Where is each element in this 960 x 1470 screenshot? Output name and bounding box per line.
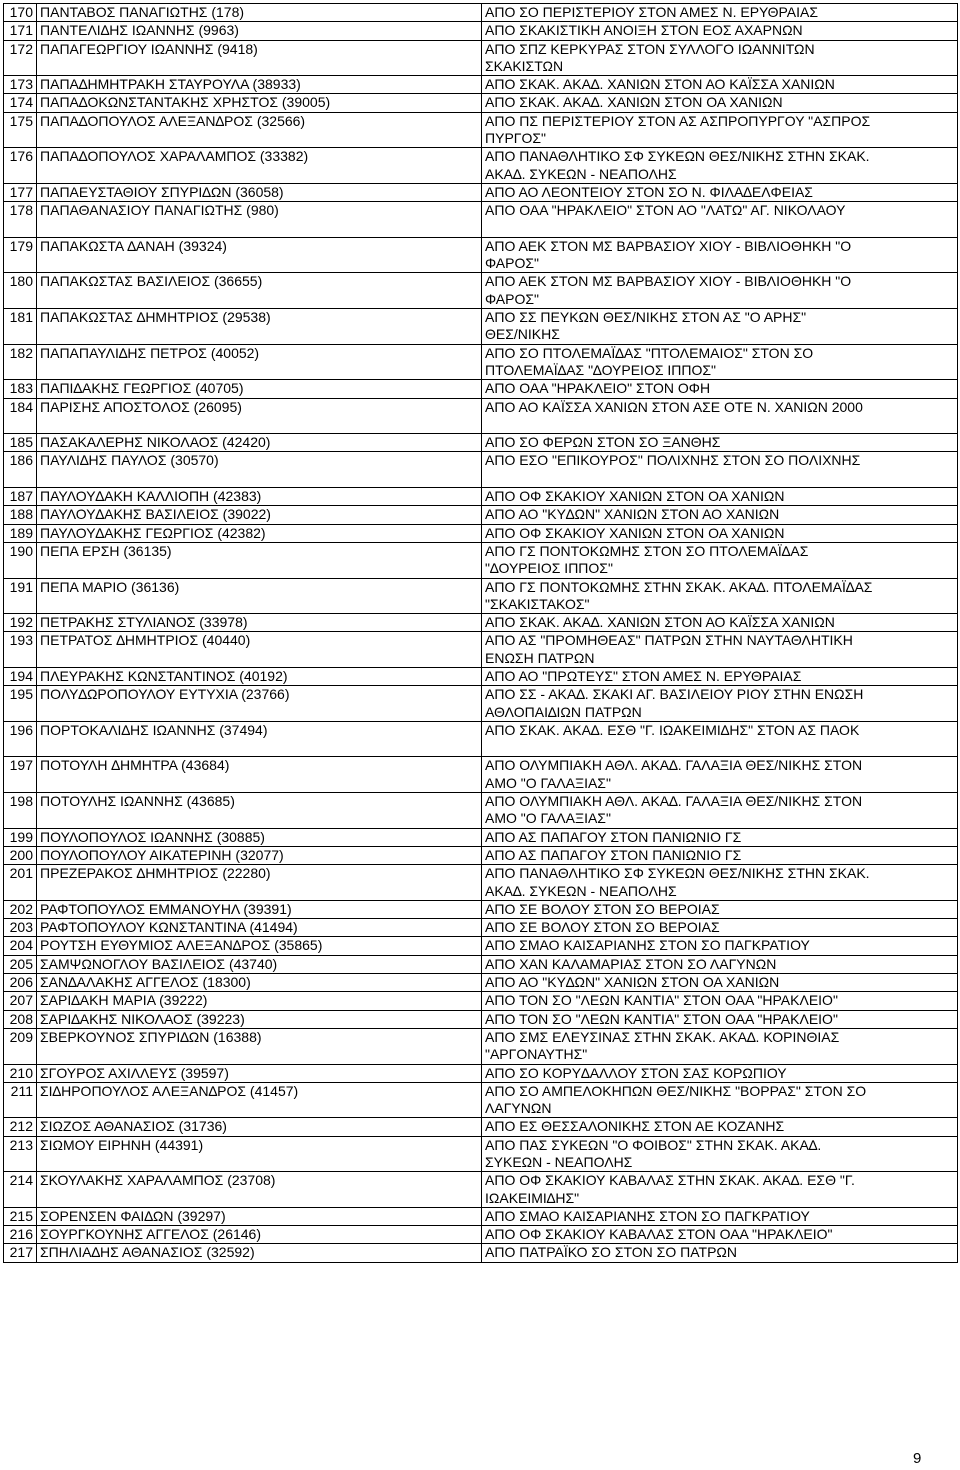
table-row: [4, 148, 958, 184]
transfer-description: ΑΠΟ ΠΑΣ ΣΥΚΕΩΝ "Ο ΦΟΙΒΟΣ" ΣΤΗΝ ΣΚΑΚ. ΑΚΑ∆. ΣΥΚΕΩΝ - ΝΕΑΠΟΛΗΣ: [482, 1136, 958, 1172]
table-row: [4, 452, 958, 488]
table-row: [4, 112, 958, 148]
transfer-description: ΑΠΟ ΑΟ "ΠΡΩΤΕΥΣ" ΣΤΟΝ ΑΜΕΣ Ν. ΕΡΥΘΡΑΙΑΣ: [482, 667, 958, 685]
player-name: ΡΟΥΤΣΗ ΕΥΘΥΜΙΟΣ ΑΛΕΞΑΝ∆ΡΟΣ (35865): [37, 937, 482, 955]
table-row: [4, 273, 958, 309]
page-number: 9: [913, 1450, 922, 1467]
player-name: ΣΙΩΜΟΥ ΕΙΡΗΝΗ (44391): [37, 1136, 482, 1172]
table-row: [4, 1118, 958, 1136]
row-number: 197: [4, 757, 37, 793]
transfers-table: [3, 3, 958, 1263]
transfer-description: ΑΠΟ ΤΟΝ ΣΟ "ΛΕΩΝ ΚΑΝΤΙΑ" ΣΤΟΝ ΟΑΑ "ΗΡΑΚΛΕΙΟ": [482, 992, 958, 1010]
row-number: 173: [4, 76, 37, 94]
player-name: ΠΟΤΟΥΛΗ ∆ΗΜΗΤΡΑ (43684): [37, 757, 482, 793]
table-row: [4, 506, 958, 524]
transfer-description: ΑΠΟ ΓΣ ΠΟΝΤΟΚΩΜΗΣ ΣΤΟΝ ΣΟ ΠΤΟΛΕΜΑΪ∆ΑΣ "∆ΟΥΡΕΙΟΣ ΙΠΠΟΣ": [482, 542, 958, 578]
table-row: [4, 1226, 958, 1244]
transfer-description: ΑΠΟ ΣΚΑΚ. ΑΚΑ∆. ΕΣΘ "Γ. ΙΩΑΚΕΙΜΙ∆ΗΣ" ΣΤΟΝ ΑΣ ΠΑΟΚ: [482, 721, 958, 757]
table-row: [4, 94, 958, 112]
transfer-description: ΑΠΟ ΟΦ ΣΚΑΚΙΟΥ ΚΑΒΑΛΑΣ ΣΤΟΝ ΟΑΑ "ΗΡΑΚΛΕΙΟ": [482, 1226, 958, 1244]
row-number: 202: [4, 900, 37, 918]
table-row: [4, 1082, 958, 1118]
table-row: [4, 183, 958, 201]
table-row: [4, 974, 958, 992]
transfer-description: ΑΠΟ ΣΚΑΚ. ΑΚΑ∆. ΧΑΝΙΩΝ ΣΤΟΝ ΑΟ ΚΑΪΣΣΑ ΧΑΝΙΩΝ: [482, 76, 958, 94]
transfer-description: ΑΠΟ ΕΣ ΘΕΣΣΑΛΟΝΙΚΗΣ ΣΤΟΝ ΑΕ ΚΟΖΑΝΗΣ: [482, 1118, 958, 1136]
player-name: ΠΟΛΥ∆ΩΡΟΠΟΥΛΟΥ ΕΥΤΥΧΙΑ (23766): [37, 686, 482, 722]
table-row: [4, 40, 958, 76]
row-number: 174: [4, 94, 37, 112]
row-number: 198: [4, 793, 37, 829]
player-name: ΠΕΠΑ ΕΡΣΗ (36135): [37, 542, 482, 578]
transfer-description: ΑΠΟ ΣΚΑΚ. ΑΚΑ∆. ΧΑΝΙΩΝ ΣΤΟΝ ΟΑ ΧΑΝΙΩΝ: [482, 94, 958, 112]
row-number: 180: [4, 273, 37, 309]
row-number: 216: [4, 1226, 37, 1244]
row-number: 203: [4, 919, 37, 937]
transfer-description: ΑΠΟ ΟΑΑ "ΗΡΑΚΛΕΙΟ" ΣΤΟΝ ΟΦΗ: [482, 380, 958, 398]
row-number: 190: [4, 542, 37, 578]
transfer-description: ΑΠΟ ΑΟ "ΚΥ∆ΩΝ" ΧΑΝΙΩΝ ΣΤΟΝ ΑΟ ΧΑΝΙΩΝ: [482, 506, 958, 524]
player-name: ΠΛΕΥΡΑΚΗΣ ΚΩΝΣΤΑΝΤΙΝΟΣ (40192): [37, 667, 482, 685]
table-row: [4, 524, 958, 542]
table-row: [4, 76, 958, 94]
table-row: [4, 1207, 958, 1225]
table-row: [4, 22, 958, 40]
table-row: [4, 865, 958, 901]
table-row: [4, 237, 958, 273]
row-number: 175: [4, 112, 37, 148]
table-row: [4, 4, 958, 22]
table-row: [4, 686, 958, 722]
transfer-description: ΑΠΟ ΟΦ ΣΚΑΚΙΟΥ ΚΑΒΑΛΑΣ ΣΤΗΝ ΣΚΑΚ. ΑΚΑ∆. ΕΣΘ "Γ. ΙΩΑΚΕΙΜΙ∆ΗΣ": [482, 1172, 958, 1208]
player-name: ΠΑΠΑ∆ΟΠΟΥΛΟΣ ΧΑΡΑΛΑΜΠΟΣ (33382): [37, 148, 482, 184]
transfer-description: ΑΠΟ ΑΟ ΚΑΪΣΣΑ ΧΑΝΙΩΝ ΣΤΟΝ ΑΣΕ ΟΤΕ Ν. ΧΑΝΙΩΝ 2000: [482, 398, 958, 434]
row-number: 185: [4, 434, 37, 452]
row-number: 186: [4, 452, 37, 488]
player-name: ΣΒΕΡΚΟΥΝΟΣ ΣΠΥΡΙ∆ΩΝ (16388): [37, 1028, 482, 1064]
transfer-description: ΑΠΟ ΣΠΖ ΚΕΡΚΥΡΑΣ ΣΤΟΝ ΣΥΛΛΟΓΟ ΙΩΑΝΝΙΤΩΝ ΣΚΑΚΙΣΤΩΝ: [482, 40, 958, 76]
table-row: [4, 937, 958, 955]
player-name: ΠΑΣΑΚΑΛΕΡΗΣ ΝΙΚΟΛΑΟΣ (42420): [37, 434, 482, 452]
transfer-description: ΑΠΟ ΑΣ ΠΑΠΑΓΟΥ ΣΤΟΝ ΠΑΝΙΩΝΙΟ ΓΣ: [482, 828, 958, 846]
row-number: 196: [4, 721, 37, 757]
table-row: [4, 793, 958, 829]
player-name: ΣΙΩΖΟΣ ΑΘΑΝΑΣΙΟΣ (31736): [37, 1118, 482, 1136]
player-name: ΠΑΥΛΟΥ∆ΑΚΗΣ ΒΑΣΙΛΕΙΟΣ (39022): [37, 506, 482, 524]
player-name: ΣΟΡΕΝΣΕΝ ΦΑΙ∆ΩΝ (39297): [37, 1207, 482, 1225]
table-row: [4, 202, 958, 238]
row-number: 179: [4, 237, 37, 273]
row-number: 213: [4, 1136, 37, 1172]
player-name: ΣΑΜΨΩΝΟΓΛΟΥ ΒΑΣΙΛΕΙΟΣ (43740): [37, 955, 482, 973]
row-number: 193: [4, 632, 37, 668]
table-row: [4, 398, 958, 434]
transfer-description: ΑΠΟ ΟΛΥΜΠΙΑΚΗ ΑΘΛ. ΑΚΑ∆. ΓΑΛΑΞΙΑ ΘΕΣ/ΝΙΚΗΣ ΣΤΟΝ ΑΜΟ "Ο ΓΑΛΑΞΙΑΣ": [482, 757, 958, 793]
row-number: 182: [4, 344, 37, 380]
player-name: ΣΑΡΙ∆ΑΚΗΣ ΝΙΚΟΛΑΟΣ (39223): [37, 1010, 482, 1028]
row-number: 215: [4, 1207, 37, 1225]
table-row: [4, 846, 958, 864]
player-name: ΠΑΠΑΚΩΣΤΑ ∆ΑΝΑΗ (39324): [37, 237, 482, 273]
row-number: 209: [4, 1028, 37, 1064]
player-name: ΣΑΡΙ∆ΑΚΗ ΜΑΡΙΑ (39222): [37, 992, 482, 1010]
transfer-description: ΑΠΟ ΣΟ ΠΕΡΙΣΤΕΡΙΟΥ ΣΤΟΝ ΑΜΕΣ Ν. ΕΡΥΘΡΑΙΑΣ: [482, 4, 958, 22]
table-row: [4, 542, 958, 578]
row-number: 206: [4, 974, 37, 992]
row-number: 211: [4, 1082, 37, 1118]
player-name: ΠΑΠΑΘΑΝΑΣΙΟΥ ΠΑΝΑΓΙΩΤΗΣ (980): [37, 202, 482, 238]
transfer-description: ΑΠΟ ΑΣ "ΠΡΟΜΗΘΕΑΣ" ΠΑΤΡΩΝ ΣΤΗΝ ΝΑΥΤΑΘΛΗΤΙΚΗ ΕΝΩΣΗ ΠΑΤΡΩΝ: [482, 632, 958, 668]
transfer-description: ΑΠΟ ΑΣ ΠΑΠΑΓΟΥ ΣΤΟΝ ΠΑΝΙΩΝΙΟ ΓΣ: [482, 846, 958, 864]
table-row: [4, 380, 958, 398]
player-name: ΠΑΠΑΠΑΥΛΙ∆ΗΣ ΠΕΤΡΟΣ (40052): [37, 344, 482, 380]
player-name: ΠΑΥΛΙ∆ΗΣ ΠΑΥΛΟΣ (30570): [37, 452, 482, 488]
row-number: 187: [4, 488, 37, 506]
row-number: 207: [4, 992, 37, 1010]
table-row: [4, 488, 958, 506]
row-number: 189: [4, 524, 37, 542]
transfer-description: ΑΠΟ ΣΟ ΠΤΟΛΕΜΑΪ∆ΑΣ "ΠΤΟΛΕΜΑΙΟΣ" ΣΤΟΝ ΣΟ ΠΤΟΛΕΜΑΪ∆ΑΣ "∆ΟΥΡΕΙΟΣ ΙΠΠΟΣ": [482, 344, 958, 380]
transfer-description: ΑΠΟ ΠΑΝΑΘΛΗΤΙΚΟ ΣΦ ΣΥΚΕΩΝ ΘΕΣ/ΝΙΚΗΣ ΣΤΗΝ ΣΚΑΚ. ΑΚΑ∆. ΣΥΚΕΩΝ - ΝΕΑΠΟΛΗΣ: [482, 865, 958, 901]
row-number: 188: [4, 506, 37, 524]
player-name: ΠΑΠΑ∆ΗΜΗΤΡΑΚΗ ΣΤΑΥΡΟΥΛΑ (38933): [37, 76, 482, 94]
transfer-description: ΑΠΟ ΣΜΑΟ ΚΑΙΣΑΡΙΑΝΗΣ ΣΤΟΝ ΣΟ ΠΑΓΚΡΑΤΙΟΥ: [482, 1207, 958, 1225]
transfer-description: ΑΠΟ ΣΚΑΚ. ΑΚΑ∆. ΧΑΝΙΩΝ ΣΤΟΝ ΑΟ ΚΑΪΣΣΑ ΧΑΝΙΩΝ: [482, 614, 958, 632]
row-number: 210: [4, 1064, 37, 1082]
transfer-description: ΑΠΟ ΣΟ ΑΜΠΕΛΟΚΗΠΩΝ ΘΕΣ/ΝΙΚΗΣ "ΒΟΡΡΑΣ" ΣΤΟΝ ΣΟ ΛΑΓΥΝΩΝ: [482, 1082, 958, 1118]
transfer-description: ΑΠΟ ΠΑΤΡΑΪΚΟ ΣΟ ΣΤΟΝ ΣΟ ΠΑΤΡΩΝ: [482, 1244, 958, 1262]
transfer-description: ΑΠΟ ΠΑΝΑΘΛΗΤΙΚΟ ΣΦ ΣΥΚΕΩΝ ΘΕΣ/ΝΙΚΗΣ ΣΤΗΝ ΣΚΑΚ. ΑΚΑ∆. ΣΥΚΕΩΝ - ΝΕΑΠΟΛΗΣ: [482, 148, 958, 184]
transfer-description: ΑΠΟ ΣΣ ΠΕΥΚΩΝ ΘΕΣ/ΝΙΚΗΣ ΣΤΟΝ ΑΣ "Ο ΑΡΗΣ" ΘΕΣ/ΝΙΚΗΣ: [482, 309, 958, 345]
player-name: ΠΟΥΛΟΠΟΥΛΟΣ ΙΩΑΝΝΗΣ (30885): [37, 828, 482, 846]
table-row: [4, 1244, 958, 1262]
transfer-description: ΑΠΟ ΣΟ ΦΕΡΩΝ ΣΤΟΝ ΣΟ ΞΑΝΘΗΣ: [482, 434, 958, 452]
transfer-description: ΑΠΟ ΣΕ ΒΟΛΟΥ ΣΤΟΝ ΣΟ ΒΕΡΟΙΑΣ: [482, 919, 958, 937]
player-name: ΣΟΥΡΓΚΟΥΝΗΣ ΑΓΓΕΛΟΣ (26146): [37, 1226, 482, 1244]
table-row: [4, 721, 958, 757]
player-name: ΠΑΝΤΕΛΙ∆ΗΣ ΙΩΑΝΝΗΣ (9963): [37, 22, 482, 40]
transfer-description: ΑΠΟ ΟΦ ΣΚΑΚΙΟΥ ΧΑΝΙΩΝ ΣΤΟΝ ΟΑ ΧΑΝΙΩΝ: [482, 524, 958, 542]
player-name: ΠΕΤΡΑΤΟΣ ∆ΗΜΗΤΡΙΟΣ (40440): [37, 632, 482, 668]
player-name: ΠΟΤΟΥΛΗΣ ΙΩΑΝΝΗΣ (43685): [37, 793, 482, 829]
transfer-description: ΑΠΟ ΣΚΑΚΙΣΤΙΚΗ ΑΝΟΙΞΗ ΣΤΟΝ ΕΟΣ ΑΧΑΡΝΩΝ: [482, 22, 958, 40]
player-name: ΣΠΗΛΙΑ∆ΗΣ ΑΘΑΝΑΣΙΟΣ (32592): [37, 1244, 482, 1262]
table-row: [4, 1028, 958, 1064]
row-number: 205: [4, 955, 37, 973]
transfer-description: ΑΠΟ ΟΑΑ "ΗΡΑΚΛΕΙΟ" ΣΤΟΝ ΑΟ "ΛΑΤΩ" ΑΓ. ΝΙΚΟΛΑΟΥ: [482, 202, 958, 238]
table-row: [4, 578, 958, 614]
table-row: [4, 1010, 958, 1028]
player-name: ΠΕΠΑ ΜΑΡΙΟ (36136): [37, 578, 482, 614]
row-number: 170: [4, 4, 37, 22]
table-row: [4, 1064, 958, 1082]
table-row: [4, 614, 958, 632]
transfer-description: ΑΠΟ ΣΜΣ ΕΛΕΥΣΙΝΑΣ ΣΤΗΝ ΣΚΑΚ. ΑΚΑ∆. ΚΟΡΙΝΘΙΑΣ "ΑΡΓΟΝΑΥΤΗΣ": [482, 1028, 958, 1064]
table-row: [4, 632, 958, 668]
table-row: [4, 434, 958, 452]
player-name: ΠΟΥΛΟΠΟΥΛΟΥ ΑΙΚΑΤΕΡΙΝΗ (32077): [37, 846, 482, 864]
row-number: 214: [4, 1172, 37, 1208]
transfer-description: ΑΠΟ ΑΕΚ ΣΤΟΝ ΜΣ ΒΑΡΒΑΣΙΟΥ ΧΙΟΥ - ΒΙΒΛΙΟΘΗΚΗ "Ο ΦΑΡΟΣ": [482, 237, 958, 273]
row-number: 217: [4, 1244, 37, 1262]
row-number: 208: [4, 1010, 37, 1028]
transfers-table-body: [4, 4, 958, 1263]
row-number: 178: [4, 202, 37, 238]
player-name: ΠΑΠΙ∆ΑΚΗΣ ΓΕΩΡΓΙΟΣ (40705): [37, 380, 482, 398]
player-name: ΠΟΡΤΟΚΑΛΙ∆ΗΣ ΙΩΑΝΝΗΣ (37494): [37, 721, 482, 757]
player-name: ΣΑΝ∆ΑΛΑΚΗΣ ΑΓΓΕΛΟΣ (18300): [37, 974, 482, 992]
row-number: 195: [4, 686, 37, 722]
table-row: [4, 919, 958, 937]
player-name: ΠΑΥΛΟΥ∆ΑΚΗ ΚΑΛΛΙΟΠΗ (42383): [37, 488, 482, 506]
row-number: 172: [4, 40, 37, 76]
player-name: ΠΑΠΑΕΥΣΤΑΘΙΟΥ ΣΠΥΡΙ∆ΩΝ (36058): [37, 183, 482, 201]
table-row: [4, 900, 958, 918]
transfer-description: ΑΠΟ ΣΣ - ΑΚΑ∆. ΣΚΑΚΙ ΑΓ. ΒΑΣΙΛΕΙΟΥ ΡΙΟΥ ΣΤΗΝ ΕΝΩΣΗ ΑΘΛΟΠΑΙ∆ΙΩΝ ΠΑΤΡΩΝ: [482, 686, 958, 722]
transfer-description: ΑΠΟ ΓΣ ΠΟΝΤΟΚΩΜΗΣ ΣΤΗΝ ΣΚΑΚ. ΑΚΑ∆. ΠΤΟΛΕΜΑΪ∆ΑΣ "ΣΚΑΚΙΣΤΑΚΟΣ": [482, 578, 958, 614]
row-number: 201: [4, 865, 37, 901]
table-row: [4, 667, 958, 685]
transfer-description: ΑΠΟ ΣΟ ΚΟΡΥ∆ΑΛΛΟΥ ΣΤΟΝ ΣΑΣ ΚΟΡΩΠΙΟΥ: [482, 1064, 958, 1082]
row-number: 191: [4, 578, 37, 614]
row-number: 204: [4, 937, 37, 955]
row-number: 181: [4, 309, 37, 345]
transfer-description: ΑΠΟ ΣΕ ΒΟΛΟΥ ΣΤΟΝ ΣΟ ΒΕΡΟΙΑΣ: [482, 900, 958, 918]
row-number: 176: [4, 148, 37, 184]
player-name: ΠΡΕΖΕΡΑΚΟΣ ∆ΗΜΗΤΡΙΟΣ (22280): [37, 865, 482, 901]
transfer-description: ΑΠΟ ΑΟ ΛΕΟΝΤΕΙΟΥ ΣΤΟΝ ΣΟ Ν. ΦΙΛΑ∆ΕΛΦΕΙΑΣ: [482, 183, 958, 201]
player-name: ΣΙ∆ΗΡΟΠΟΥΛΟΣ ΑΛΕΞΑΝ∆ΡΟΣ (41457): [37, 1082, 482, 1118]
player-name: ΠΑΡΙΣΗΣ ΑΠΟΣΤΟΛΟΣ (26095): [37, 398, 482, 434]
row-number: 183: [4, 380, 37, 398]
player-name: ΠΕΤΡΑΚΗΣ ΣΤΥΛΙΑΝΟΣ (33978): [37, 614, 482, 632]
table-row: [4, 309, 958, 345]
table-row: [4, 1172, 958, 1208]
player-name: ΠΑΝΤΑΒΟΣ ΠΑΝΑΓΙΩΤΗΣ (178): [37, 4, 482, 22]
player-name: ΠΑΠΑΓΕΩΡΓΙΟΥ ΙΩΑΝΝΗΣ (9418): [37, 40, 482, 76]
player-name: ΣΓΟΥΡΟΣ ΑΧΙΛΛΕΥΣ (39597): [37, 1064, 482, 1082]
transfer-description: ΑΠΟ ΕΣΟ "ΕΠΙΚΟΥΡΟΣ" ΠΟΛΙΧΝΗΣ ΣΤΟΝ ΣΟ ΠΟΛΙΧΝΗΣ: [482, 452, 958, 488]
transfer-description: ΑΠΟ ΣΜΑΟ ΚΑΙΣΑΡΙΑΝΗΣ ΣΤΟΝ ΣΟ ΠΑΓΚΡΑΤΙΟΥ: [482, 937, 958, 955]
table-row: [4, 1136, 958, 1172]
row-number: 200: [4, 846, 37, 864]
table-row: [4, 344, 958, 380]
table-row: [4, 955, 958, 973]
transfer-description: ΑΠΟ ΟΦ ΣΚΑΚΙΟΥ ΧΑΝΙΩΝ ΣΤΟΝ ΟΑ ΧΑΝΙΩΝ: [482, 488, 958, 506]
transfer-description: ΑΠΟ ΤΟΝ ΣΟ "ΛΕΩΝ ΚΑΝΤΙΑ" ΣΤΟΝ ΟΑΑ "ΗΡΑΚΛΕΙΟ": [482, 1010, 958, 1028]
player-name: ΠΑΠΑΚΩΣΤΑΣ ∆ΗΜΗΤΡΙΟΣ (29538): [37, 309, 482, 345]
transfer-description: ΑΠΟ ΧΑΝ ΚΑΛΑΜΑΡΙΑΣ ΣΤΟΝ ΣΟ ΛΑΓΥΝΩΝ: [482, 955, 958, 973]
row-number: 212: [4, 1118, 37, 1136]
player-name: ΣΚΟΥΛΑΚΗΣ ΧΑΡΑΛΑΜΠΟΣ (23708): [37, 1172, 482, 1208]
table-row: [4, 828, 958, 846]
row-number: 184: [4, 398, 37, 434]
transfer-description: ΑΠΟ ΟΛΥΜΠΙΑΚΗ ΑΘΛ. ΑΚΑ∆. ΓΑΛΑΞΙΑ ΘΕΣ/ΝΙΚΗΣ ΣΤΟΝ ΑΜΟ "Ο ΓΑΛΑΞΙΑΣ": [482, 793, 958, 829]
table-row: [4, 757, 958, 793]
player-name: ΠΑΠΑΚΩΣΤΑΣ ΒΑΣΙΛΕΙΟΣ (36655): [37, 273, 482, 309]
transfer-description: ΑΠΟ ΑΕΚ ΣΤΟΝ ΜΣ ΒΑΡΒΑΣΙΟΥ ΧΙΟΥ - ΒΙΒΛΙΟΘΗΚΗ "Ο ΦΑΡΟΣ": [482, 273, 958, 309]
player-name: ΠΑΠΑ∆ΟΠΟΥΛΟΣ ΑΛΕΞΑΝ∆ΡΟΣ (32566): [37, 112, 482, 148]
player-name: ΠΑΠΑ∆ΟΚΩΝΣΤΑΝΤΑΚΗΣ ΧΡΗΣΤΟΣ (39005): [37, 94, 482, 112]
row-number: 171: [4, 22, 37, 40]
transfer-description: ΑΠΟ ΠΣ ΠΕΡΙΣΤΕΡΙΟΥ ΣΤΟΝ ΑΣ ΑΣΠΡΟΠΥΡΓΟΥ "ΑΣΠΡΟΣ ΠΥΡΓΟΣ": [482, 112, 958, 148]
player-name: ΡΑΦΤΟΠΟΥΛΟΥ ΚΩΝΣΤΑΝΤΙΝΑ (41494): [37, 919, 482, 937]
row-number: 194: [4, 667, 37, 685]
row-number: 192: [4, 614, 37, 632]
row-number: 177: [4, 183, 37, 201]
transfer-description: ΑΠΟ ΑΟ "ΚΥ∆ΩΝ" ΧΑΝΙΩΝ ΣΤΟΝ ΟΑ ΧΑΝΙΩΝ: [482, 974, 958, 992]
player-name: ΡΑΦΤΟΠΟΥΛΟΣ ΕΜΜΑΝΟΥΗΛ (39391): [37, 900, 482, 918]
row-number: 199: [4, 828, 37, 846]
player-name: ΠΑΥΛΟΥ∆ΑΚΗΣ ΓΕΩΡΓΙΟΣ (42382): [37, 524, 482, 542]
table-row: [4, 992, 958, 1010]
